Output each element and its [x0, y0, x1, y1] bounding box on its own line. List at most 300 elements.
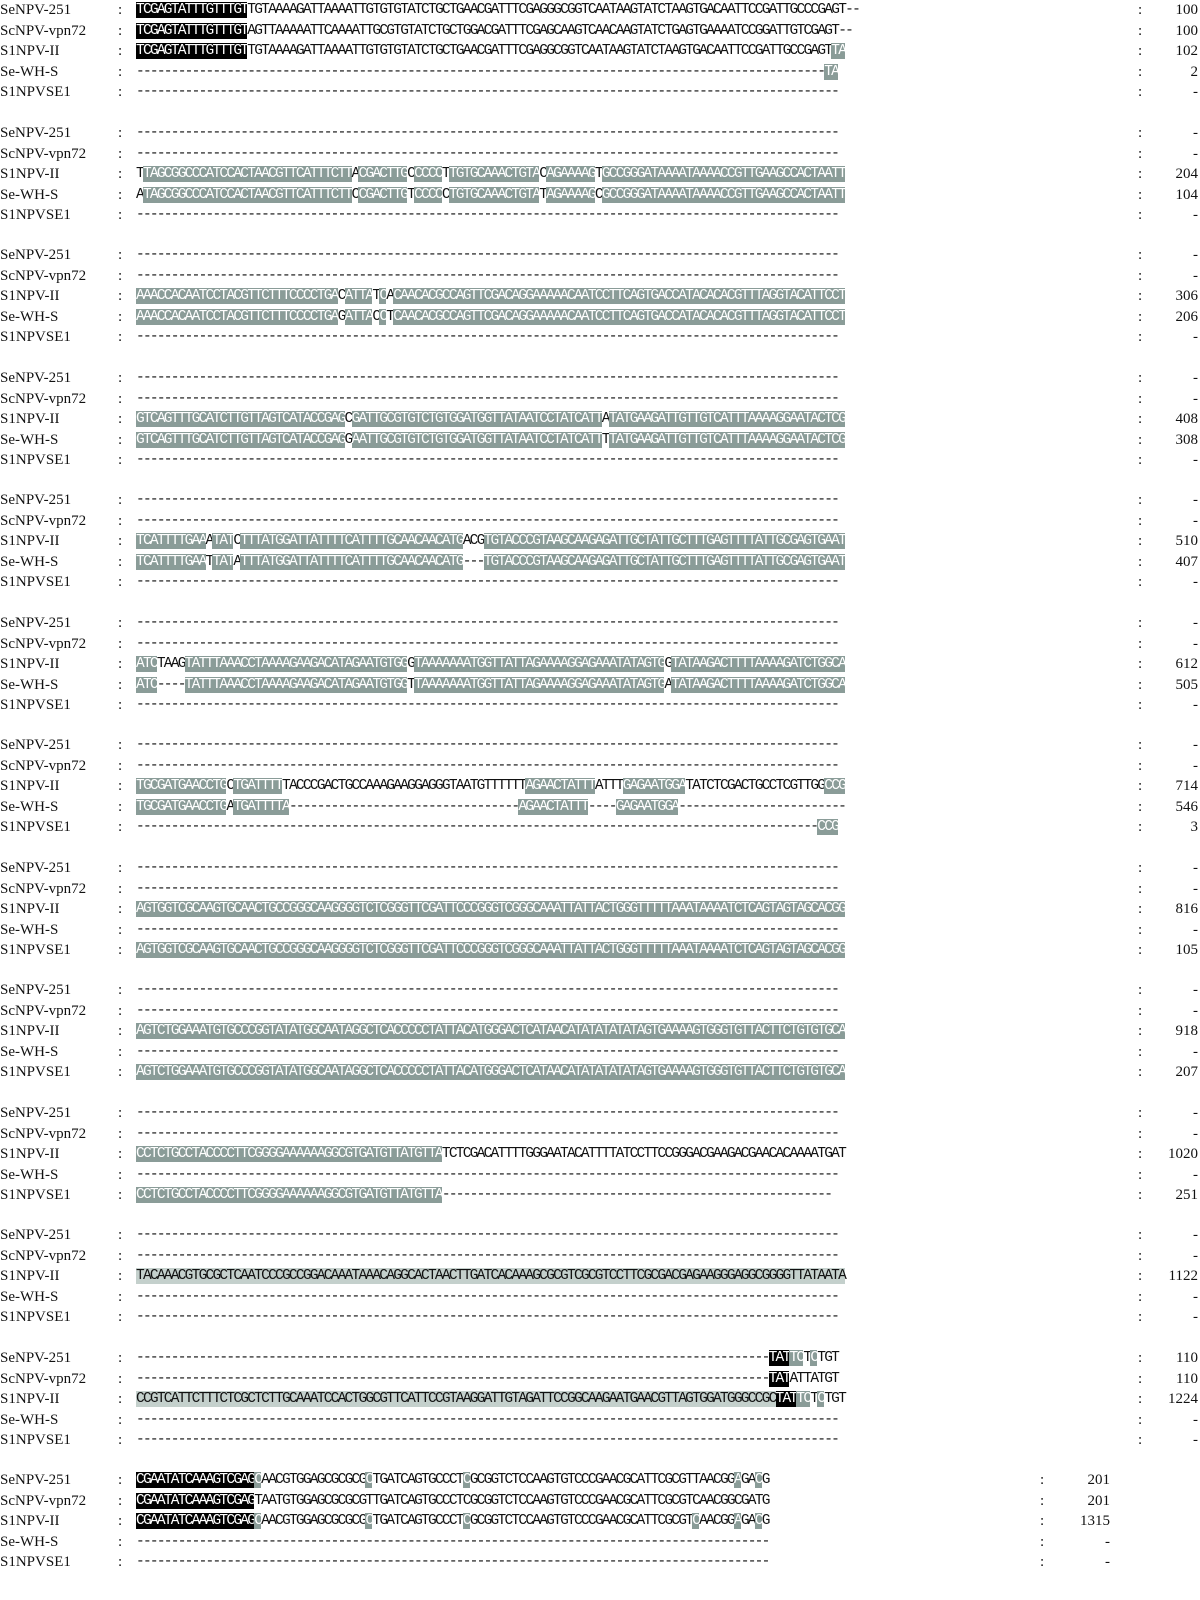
alignment-row — [0, 1001, 1200, 1022]
separator: : — [118, 1146, 123, 1162]
separator: : — [118, 1187, 123, 1203]
separator: : — [118, 1227, 123, 1243]
sequence-segment: C — [379, 308, 387, 325]
sequence-segment: TGCGATGAACCTG — [136, 798, 227, 815]
sequence-name: S1NPVSE1 — [0, 1432, 71, 1448]
sequence-segment: AAT — [261, 1492, 282, 1509]
alignment-row — [0, 1042, 1200, 1063]
sequence-name: SeNPV-251 — [0, 860, 72, 876]
sequence-segment: CAACACGCCAGTTCGACAGGAAAAACAATCCTTCAGTGACCATACACACGTTTAGGTACATTCCT — [393, 308, 846, 325]
alignment-row — [0, 1266, 1200, 1287]
separator: : — [1138, 411, 1143, 427]
sequence-segment: C — [379, 288, 387, 304]
alignment-row — [0, 144, 1200, 165]
separator: : — [1138, 1146, 1143, 1162]
alignment-row — [0, 756, 1200, 777]
sequence-segment: T — [386, 308, 394, 325]
separator: : — [118, 635, 123, 652]
separator: : — [118, 1105, 123, 1121]
separator: : — [1138, 860, 1143, 876]
alignment-row — [0, 21, 1200, 42]
sequence-segment: TAT — [212, 553, 234, 570]
sequence-segment: AAAATTG — [323, 43, 373, 59]
separator: : — [118, 1125, 123, 1142]
alignment-row — [0, 552, 1200, 573]
sequence-residues — [136, 572, 1132, 592]
sequence-residues — [136, 450, 1132, 470]
position-number: 207 — [1175, 1064, 1198, 1080]
sequence-residues — [136, 164, 1132, 184]
sequence-segment: CCTCTGCCTACCCCTTCGGGGAAAAAAGGCGTGATGTTATGTTA — [136, 1146, 442, 1162]
separator: : — [118, 1247, 123, 1264]
sequence-segment: AACGG — [699, 1513, 734, 1529]
sequence-segment: TATTTAAACCTAAAAGAAGACATAGAATGTGG — [184, 676, 408, 693]
sequence-segment: GATTGCGTGTCTGTGGATGGTTATAATCCTATCATT — [351, 411, 602, 427]
separator: : — [118, 186, 123, 203]
sequence-segment: GA — [740, 1513, 755, 1529]
position-number: 110 — [1176, 1350, 1198, 1366]
sequence-segment: C — [337, 288, 345, 304]
sequence-segment: T — [754, 1492, 762, 1509]
sequence-segment: ----------------------------------------------------------------------------------------------------- — [136, 757, 839, 774]
position-number: - — [1193, 1166, 1198, 1183]
sequence-segment: C — [462, 1492, 470, 1509]
separator: : — [1138, 267, 1143, 284]
sequence-residues — [136, 144, 1132, 164]
sequence-segment: T — [441, 166, 449, 182]
sequence-name: Se-WH-S — [0, 431, 59, 448]
sequence-name: S1NPVSE1 — [0, 329, 71, 345]
sequence-segment: GTGTATCTGCTG — [379, 43, 463, 59]
sequence-segment: -- — [845, 2, 860, 18]
sequence-segment: C — [254, 1513, 262, 1529]
sequence-segment: ---- — [587, 798, 616, 815]
sequence-segment: GTA — [254, 2, 276, 18]
separator: : — [118, 2, 123, 18]
sequence-segment: A — [810, 1370, 818, 1387]
separator: : — [118, 1533, 123, 1550]
sequence-segment: CGACTTG — [358, 166, 408, 182]
sequence-segment: CGAGT — [803, 22, 839, 39]
sequence-name: SeNPV-251 — [0, 737, 72, 753]
sequence-segment: C — [372, 308, 380, 325]
position-number: 308 — [1175, 431, 1198, 448]
sequence-segment: TGTGCAAACTGTA — [448, 166, 540, 182]
sequence-segment: --------------------------------------------------------------------------------------------------- — [136, 63, 825, 80]
sequence-segment: GGCG — [546, 2, 574, 18]
position-number: 546 — [1175, 798, 1198, 815]
separator: : — [118, 574, 123, 590]
sequence-segment: AAT — [720, 22, 741, 39]
sequence-name: S1NPVSE1 — [0, 1187, 71, 1203]
alignment-row — [0, 1389, 1200, 1410]
position-number: 201 — [1087, 1472, 1110, 1488]
position-number: - — [1193, 757, 1198, 774]
sequence-name: SeNPV-251 — [0, 2, 72, 18]
sequence-segment: CGATTG — [754, 2, 797, 18]
separator: : — [1138, 1309, 1143, 1325]
alignment-row — [0, 654, 1200, 675]
sequence-segment: TATAAGACTTTTAAAAGATCTGGCA — [671, 656, 846, 672]
sequence-name: S1NPVSE1 — [0, 1064, 71, 1080]
sequence-name: Se-WH-S — [0, 553, 59, 570]
sequence-residues — [136, 1491, 1036, 1511]
position-number: - — [1193, 370, 1198, 386]
sequence-segment: AGTGAC — [678, 2, 721, 18]
position-number: 510 — [1175, 533, 1198, 549]
position-number: 612 — [1175, 656, 1198, 672]
sequence-name: Se-WH-S — [0, 1533, 59, 1550]
sequence-residues — [136, 1124, 1132, 1144]
alignment-row — [0, 1410, 1200, 1431]
sequence-residues — [136, 1511, 1036, 1531]
sequence-segment: C — [733, 1492, 741, 1509]
separator: : — [118, 1370, 123, 1387]
separator: : — [118, 22, 123, 39]
sequence-residues — [136, 695, 1132, 715]
sequence-segment: GTCAA — [574, 22, 609, 39]
sequence-name: Se-WH-S — [0, 921, 59, 938]
separator: : — [1138, 431, 1143, 448]
sequence-residues — [136, 21, 1132, 41]
sequence-segment: T — [365, 1492, 373, 1509]
sequence-segment: T — [601, 431, 609, 448]
sequence-segment: TA — [824, 63, 839, 80]
separator: : — [118, 267, 123, 284]
sequence-name: S1NPV-II — [0, 43, 60, 59]
sequence-residues — [136, 797, 1132, 817]
separator: : — [118, 1391, 123, 1407]
alignment-row — [0, 1511, 1200, 1532]
sequence-segment: TCGAGTATTTGTTTGT — [136, 43, 248, 59]
sequence-name: S1NPV-II — [0, 288, 60, 304]
sequence-segment: T — [254, 1492, 262, 1509]
sequence-segment: GCG — [546, 43, 568, 59]
position-number: - — [1105, 1554, 1110, 1570]
sequence-segment: G — [344, 431, 352, 448]
sequence-segment: C — [351, 186, 359, 203]
sequence-residues — [136, 858, 1132, 878]
alignment-row — [0, 0, 1200, 21]
sequence-residues — [136, 1532, 1036, 1552]
sequence-name: S1NPV-II — [0, 1023, 60, 1039]
sequence-segment: TAAG — [156, 656, 185, 672]
position-number: 206 — [1175, 308, 1198, 325]
position-number: - — [1193, 1288, 1198, 1305]
sequence-segment: AAGTATCT — [615, 22, 672, 39]
alignment-row — [0, 899, 1200, 920]
sequence-segment: TGTACCCGTAAGCAAGAGATTGCTATTGCTTTGAGTTTTATTGCGAGTGAAT — [483, 533, 846, 549]
sequence-residues — [136, 409, 1132, 429]
sequence-residues — [136, 1430, 1132, 1450]
sequence-residues — [136, 490, 1132, 510]
position-number: - — [1193, 267, 1198, 284]
alignment-row — [0, 245, 1200, 266]
separator: : — [1138, 1391, 1143, 1407]
sequence-name: ScNPV-vpn72 — [0, 512, 87, 529]
separator: : — [1138, 1166, 1143, 1183]
alignment-row — [0, 307, 1200, 328]
sequence-segment: CCG — [824, 778, 846, 794]
sequence-segment: A — [233, 553, 241, 570]
sequence-segment: TT — [796, 1370, 811, 1387]
alignment-row — [0, 1124, 1200, 1145]
sequence-segment: T — [407, 676, 415, 693]
sequence-segment: CGATTG — [747, 43, 790, 59]
sequence-name: ScNPV-vpn72 — [0, 635, 87, 652]
separator: : — [118, 43, 123, 59]
separator: : — [118, 1288, 123, 1305]
sequence-segment: ------------------------------------------------------------------------------------------- — [136, 1554, 769, 1570]
separator: : — [1138, 757, 1143, 774]
sequence-segment: TC — [789, 1350, 804, 1366]
sequence-segment: TCATTTTGAA — [136, 533, 206, 549]
position-number: 3 — [1190, 819, 1198, 835]
separator: : — [1138, 574, 1143, 590]
sequence-segment: C — [608, 22, 616, 39]
separator: : — [118, 901, 123, 917]
separator: : — [1138, 308, 1143, 325]
sequence-segment: ----------------------------------------------------------------------------------------------------- — [136, 1227, 839, 1243]
separator: : — [1138, 43, 1143, 59]
sequence-segment: C — [810, 1350, 818, 1366]
sequence-name: Se-WH-S — [0, 1166, 59, 1183]
sequence-name: SeNPV-251 — [0, 1472, 72, 1488]
separator: : — [118, 1002, 123, 1019]
sequence-segment: ----------------------------------------------------------------------------------------------------- — [136, 1002, 839, 1019]
sequence-residues — [136, 940, 1132, 960]
sequence-segment: TCGAGTATTTGTTTGT — [136, 22, 248, 39]
separator: : — [1138, 1288, 1143, 1305]
sequence-name: Se-WH-S — [0, 1043, 59, 1060]
alignment-row — [0, 450, 1200, 471]
alignment-row — [0, 368, 1200, 389]
separator: : — [118, 819, 123, 835]
sequence-segment: CCGTCATTCTTTCTCGCTCTTGCAAATCCACTGGCGTTCATTCCGTAAGGATTGTAGATTCCGGCAAGAATGAACGTTAGTGGATGGGCCGC — [136, 1391, 776, 1407]
sequence-residues — [136, 41, 1132, 61]
sequence-name: S1NPVSE1 — [0, 1309, 71, 1325]
sequence-segment: CCG — [817, 819, 839, 835]
position-number: - — [1193, 1432, 1198, 1448]
alignment-row — [0, 858, 1200, 879]
separator: : — [118, 288, 123, 304]
position-number: 714 — [1175, 778, 1198, 794]
sequence-segment: A — [226, 798, 234, 815]
sequence-segment: ----------------------------------------------------------------------------------------------------- — [136, 1288, 839, 1305]
position-number: - — [1193, 982, 1198, 998]
sequence-name: SeNPV-251 — [0, 125, 72, 141]
alignment-row — [0, 675, 1200, 696]
alignment-row — [0, 572, 1200, 593]
separator: : — [118, 880, 123, 897]
sequence-segment: TATAAGACTTTTAAAAGATCTGGCA — [671, 676, 846, 693]
sequence-residues — [136, 1246, 1132, 1266]
sequence-name: SeNPV-251 — [0, 247, 72, 263]
separator: : — [1138, 737, 1143, 753]
separator: : — [1138, 166, 1143, 182]
separator: : — [118, 1043, 123, 1060]
separator: : — [118, 329, 123, 345]
separator: : — [1138, 247, 1143, 263]
separator: : — [1138, 207, 1143, 223]
sequence-segment: C — [754, 1513, 762, 1529]
separator: : — [1138, 2, 1143, 18]
alignment-row — [0, 430, 1200, 451]
sequence-segment: TAT — [212, 533, 234, 549]
sequence-name: S1NPV-II — [0, 1268, 60, 1284]
sequence-segment: GCCGGGATAAAATAAAACCGTTGAAGCCACTAATT — [601, 166, 846, 182]
sequence-name: ScNPV-vpn72 — [0, 145, 87, 162]
sequence-name: ScNPV-vpn72 — [0, 267, 87, 284]
sequence-segment: T — [136, 166, 143, 182]
sequence-name: S1NPV-II — [0, 656, 60, 672]
sequence-segment: A — [205, 533, 213, 549]
separator: : — [1138, 1023, 1143, 1039]
position-number: - — [1193, 492, 1198, 508]
sequence-name: S1NPV-II — [0, 1513, 60, 1529]
separator: : — [118, 798, 123, 815]
sequence-segment: ----------------------------------------------------------------------------------------------------- — [136, 370, 839, 386]
alignment-row — [0, 164, 1200, 185]
separator: : — [118, 697, 123, 713]
separator: : — [1138, 1370, 1143, 1387]
sequence-segment: AGTGGTCGCAAGTGCAACTGCCGGGCAAGGGGTCTCGGGTTCGATTCCCGGGTCGGGCAAATTATTACTGGGTTTTTAAATAAAATCTCAGTAGTAGCACGG — [136, 901, 846, 917]
separator: : — [1138, 1043, 1143, 1060]
sequence-segment: ------------------------------------------------------------------------------------------- — [136, 1370, 769, 1387]
sequence-residues — [136, 245, 1132, 265]
sequence-segment: C — [407, 166, 415, 182]
position-number: 816 — [1175, 901, 1198, 917]
separator: : — [1138, 553, 1143, 570]
position-number: - — [1193, 921, 1198, 938]
sequence-segment: A — [789, 1370, 797, 1387]
position-number: 1020 — [1168, 1146, 1198, 1162]
sequence-segment: A — [462, 2, 470, 18]
position-number: 251 — [1175, 1187, 1198, 1203]
sequence-segment: CCCC — [414, 166, 442, 182]
separator: : — [1138, 370, 1143, 386]
sequence-name: Se-WH-S — [0, 308, 59, 325]
separator: : — [1138, 1247, 1143, 1264]
separator: : — [118, 676, 123, 693]
alignment-row — [0, 613, 1200, 634]
sequence-segment: A — [351, 166, 359, 182]
sequence-residues — [136, 185, 1132, 205]
sequence-segment: A — [295, 22, 303, 39]
sequence-segment: ----------------------------------------------------------------------------------------------------- — [136, 1309, 839, 1325]
sequence-segment: -- — [838, 22, 853, 39]
position-number: 306 — [1175, 288, 1198, 304]
separator: : — [118, 247, 123, 263]
sequence-segment: G — [754, 22, 762, 39]
position-number: - — [1193, 390, 1198, 407]
sequence-segment: TC — [796, 1391, 811, 1407]
sequence-segment: T — [205, 553, 213, 570]
sequence-segment: A — [386, 288, 394, 304]
sequence-segment: GTGTATCTGCTG — [386, 22, 470, 39]
sequence-residues — [136, 879, 1132, 899]
sequence-residues — [136, 430, 1132, 450]
separator: : — [1138, 145, 1143, 162]
position-number: - — [1193, 247, 1198, 263]
sequence-name: SeNPV-251 — [0, 492, 72, 508]
alignment-row — [0, 940, 1200, 961]
alignment-row — [0, 1103, 1200, 1124]
sequence-segment: C — [740, 22, 748, 39]
sequence-segment: GCCGGGATAAAATAAAACCGTTGAAGCCACTAATT — [601, 186, 846, 203]
sequence-residues — [136, 1103, 1132, 1123]
sequence-segment: GTGGAGCGCGCG — [282, 1513, 366, 1529]
sequence-segment: TAT — [775, 1391, 797, 1407]
sequence-segment: TAAAAAAATGGTTATTAGAAAAGGAGAAATATAGTG — [414, 676, 665, 693]
sequence-segment: GCGGTCTCCAAGTGTCCCGAACGCATTCGCGT — [469, 1492, 693, 1509]
sequence-segment: TGCGATGAACCTG — [136, 778, 227, 794]
sequence-segment: G — [761, 1472, 769, 1488]
separator: : — [1138, 63, 1143, 80]
sequence-residues — [136, 776, 1132, 796]
sequence-segment: TATCTCGACTGCCTCGTTGG — [685, 778, 825, 794]
sequence-segment: AAAGATT — [275, 2, 324, 18]
separator: : — [118, 656, 123, 672]
sequence-residues — [136, 511, 1132, 531]
sequence-segment: ----------------------------------------------------------------------------------------------------- — [136, 982, 839, 998]
sequence-segment: T — [810, 1391, 818, 1407]
separator: : — [118, 1023, 123, 1039]
alignment-row — [0, 205, 1200, 226]
separator: : — [118, 145, 123, 162]
position-number: 201 — [1087, 1492, 1110, 1509]
sequence-residues — [136, 654, 1132, 674]
sequence-name: ScNPV-vpn72 — [0, 757, 87, 774]
position-number: - — [1193, 615, 1198, 631]
sequence-residues — [136, 286, 1132, 306]
sequence-segment: ----------------------------------------------------------------------------------------------------- — [136, 1043, 839, 1060]
sequence-residues — [136, 1307, 1132, 1327]
sequence-segment: TGT — [817, 1370, 839, 1387]
separator: : — [118, 166, 123, 182]
sequence-residues — [136, 123, 1132, 143]
position-number: - — [1193, 1125, 1198, 1142]
sequence-segment: AAACCACAATCCTACGTTCTTTCCCCTGA — [136, 308, 338, 325]
sequence-segment: TACCCGACTGCCAAAGAAGGAGGGTAATGTTTTTT — [282, 778, 526, 794]
separator: : — [118, 1166, 123, 1183]
sequence-name: ScNPV-vpn72 — [0, 1002, 87, 1019]
sequence-segment: C — [594, 186, 602, 203]
separator: : — [1040, 1554, 1045, 1570]
sequence-segment: C — [789, 43, 797, 59]
sequence-segment: C — [539, 166, 547, 182]
sequence-segment: AATT — [713, 43, 741, 59]
position-number: 918 — [1175, 1023, 1198, 1039]
separator: : — [118, 512, 123, 529]
sequence-segment: GTCAGTTTGCATCTTGTTAGTCATACCGAG — [136, 411, 345, 427]
separator: : — [1138, 186, 1143, 203]
sequence-segment: GTGGAGCGCGCG — [282, 1492, 366, 1509]
sequence-segment: ----------------------------------------------------------------------------------------------------- — [136, 452, 839, 468]
sequence-segment: T — [372, 288, 380, 304]
sequence-segment: T — [407, 186, 415, 203]
sequence-name: S1NPVSE1 — [0, 942, 71, 958]
sequence-segment: AGTCTGGAAATGTGCCCGGTATATGGCAATAGGCTCACCCCCTATTACATGGGACTCATAACATATATATATAGTGAAAAGTGGGTGTTACTTCTGTGTGCA — [136, 1023, 846, 1039]
sequence-segment: ----------------------------------------------------------------------------------------------------- — [136, 267, 839, 284]
sequence-segment: C — [754, 1472, 762, 1488]
sequence-name: ScNPV-vpn72 — [0, 1247, 87, 1264]
position-number: 1224 — [1168, 1391, 1198, 1407]
sequence-name: SeNPV-251 — [0, 1105, 72, 1121]
position-number: - — [1193, 574, 1198, 590]
sequence-segment: GA — [740, 1492, 755, 1509]
sequence-segment: TCATTTTGAA — [136, 553, 206, 570]
